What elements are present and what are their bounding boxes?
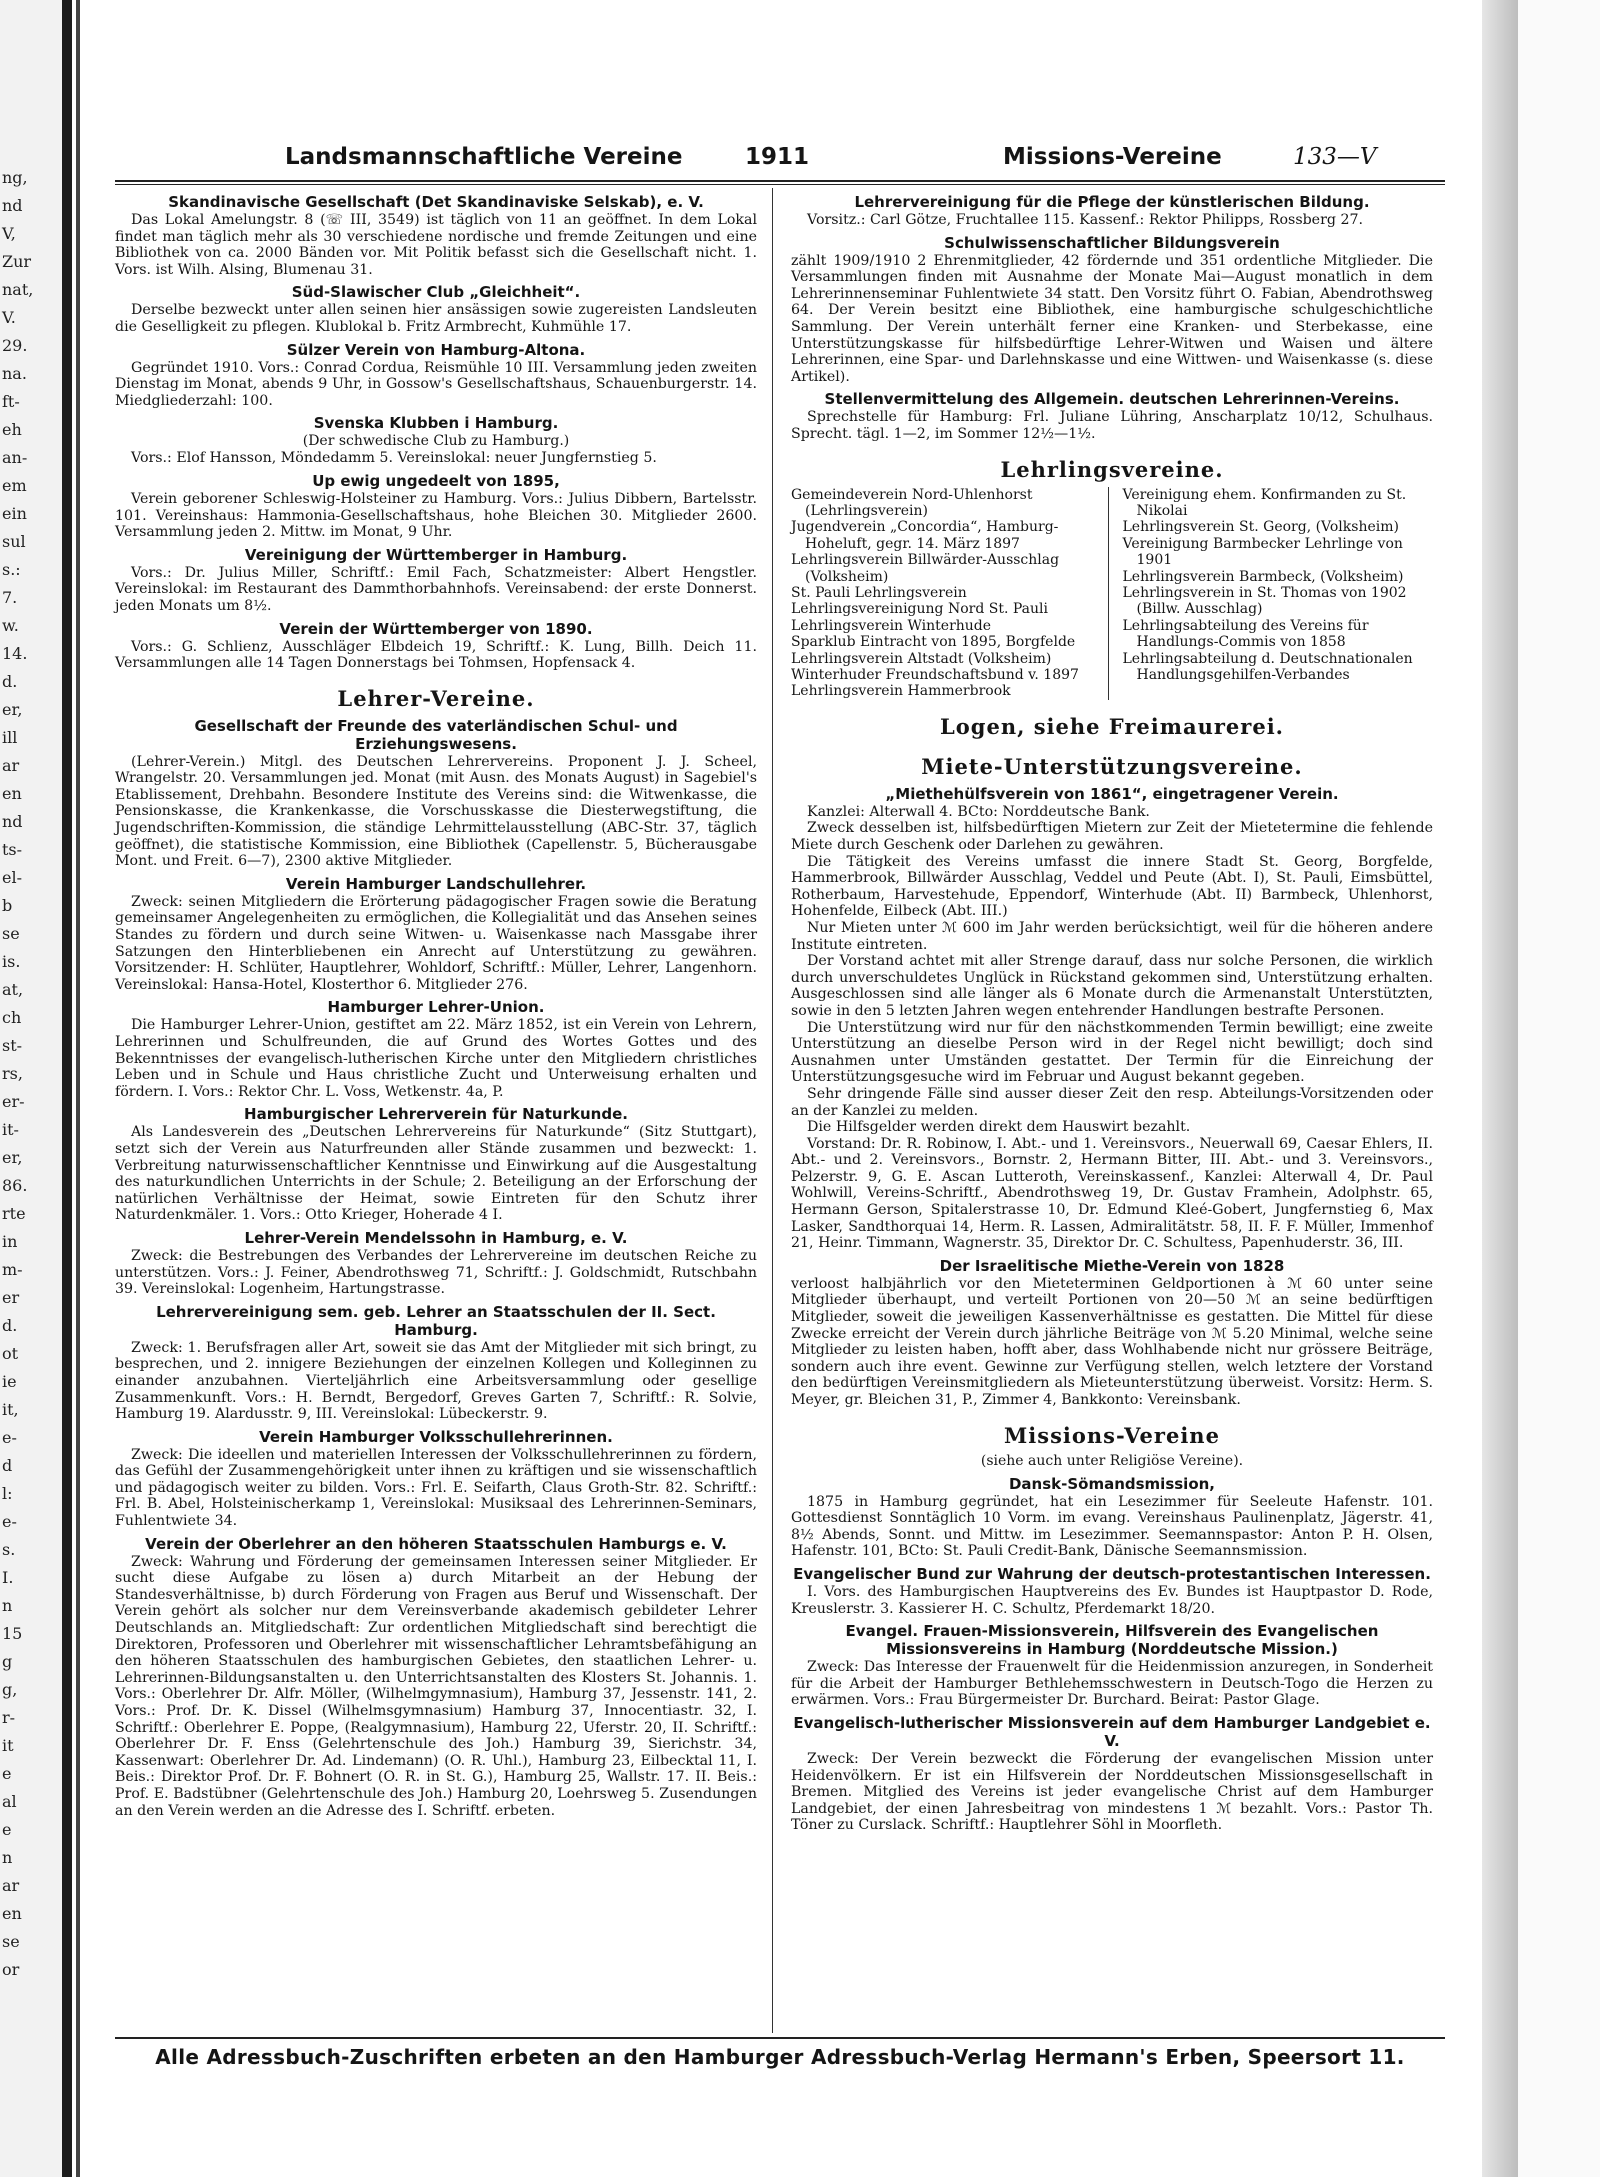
margin-fragment: is. [2, 952, 21, 971]
entry-title: Süd-Slawischer Club „Gleichheit“. [291, 283, 581, 302]
margin-fragment: m- [2, 1260, 23, 1279]
list-item: Lehrlingsabteilung des Vereins für Handlungs-Commis von 1858 [1122, 617, 1369, 651]
entry-text: Verein geborener Schleswig-Holsteiner zu Hamburg. Vors.: Julius Dibbern, Bartelsstr. 101. Vereinshaus: Hammonia-Gesellschaftshaus, hohe Bleichen 30. Mitglieder 2600. Versammlung jeden 2. Mittw. im Monat, 9 Uhr. [115, 490, 757, 541]
margin-fragment: an- [2, 448, 28, 467]
margin-fragment: en [2, 784, 22, 803]
entry-text: Zweck desselben ist, hilfsbedürftigen Mietern zur Zeit der Mietetermine die fehlende Miete durch Geschenk oder Darlehen zu gewähren. [791, 820, 1433, 853]
list-item: Sparklub Eintracht von 1895, Borgfelde [791, 634, 1076, 651]
list-item: Lehrlingsvereinigung Nord St. Pauli [791, 601, 1048, 618]
margin-fragment: ts- [2, 840, 23, 859]
running-head-right: Missions-Vereine [1003, 144, 1222, 170]
margin-fragment: nd [2, 196, 23, 215]
entry-title: Sülzer Verein von Hamburg-Altona. [286, 340, 586, 359]
entry-title: Lehrervereinigung für die Pflege der künstlerischen Bildung. [854, 193, 1370, 211]
scan-margin [1518, 0, 1600, 2177]
entry-text: Die Unterstützung wird nur für den nächstkommenden Termin bewilligt; eine zweite Unterstützung an dieselbe Person wird in der Regel nicht bewilligt; doch sind Ausnahmen unter Umständen gestattet. Der Termin für die Einreichung der Unterstützungsgesuche wird im Februar und August bekannt gegeben. [791, 1019, 1433, 1086]
entry-title: Dansk-Sömandsmission, [1008, 1474, 1216, 1493]
margin-fragment: Zur [2, 252, 32, 271]
entry-title: Verein der Oberlehrer an den höheren Staatsschulen Hamburgs e. V. [145, 1534, 727, 1553]
section-heading: Lehrlingsvereine. [1000, 456, 1224, 482]
entry-subtitle: (Der schwedische Club zu Hamburg.) [302, 433, 570, 450]
entry-text: Zweck: Die ideellen und materiellen Interessen der Volksschullehrerinnen zu fördern, das Gefühl der Zusammengehörigkeit unter ihnen zu kräftigen und sie wissenschaftlich und pädagogisch weiter zu bilden. Vors.: Frl. E. Seifarth, Claus Groth-Str. 82. Schriftf.: Frl. B. Abel, Holsteinischerkamp 1, Vereinslokal: Musiksaal des Lehrerinnen-Seminars, Fuhlentwiete 34. [115, 1446, 757, 1530]
entry-title: Lehrer-Verein Mendelssohn in Hamburg, e. V. [244, 1228, 628, 1247]
entry-title: Lehrervereinigung sem. geb. Lehrer an Staatsschulen der II. Sect. Hamburg. [156, 1302, 716, 1339]
entry-subtitle: (siehe auch unter Religiöse Vereine). [980, 1452, 1244, 1469]
entry-text: Vors.: Dr. Julius Miller, Schriftf.: Emil Fach, Schatzmeister: Albert Hengstler. Vereinslokal: im Restaurant des Dammthorbahnhofs. Vereinsabend: der erste Donnerst. jeden Monats um 8½. [115, 564, 757, 614]
margin-fragment: e- [2, 1512, 17, 1531]
margin-fragment: ar [2, 1876, 20, 1895]
entry-title: Stellenvermittelung des Allgemein. deutschen Lehrerinnen-Vereins. [824, 390, 1400, 409]
margin-fragment: e- [2, 1428, 17, 1447]
margin-fragment: se [2, 924, 20, 943]
entry-title: Skandinavische Gesellschaft (Det Skandinaviske Selskab), e. V. [168, 193, 704, 211]
margin-fragment: V, [2, 224, 16, 243]
margin-fragment: 86. [2, 1176, 28, 1195]
margin-fragment: d. [2, 672, 18, 691]
binding-shadow [62, 0, 72, 2177]
margin-fragment: ar [2, 756, 20, 775]
margin-fragment: en [2, 1904, 22, 1923]
entry-title: Vereinigung der Württemberger in Hamburg. [244, 545, 628, 564]
entry-text: Der Vorstand achtet mit aller Strenge darauf, dass nur solche Personen, die wirklich durch unverschuldetes Unglück in Rückstand gekommen sind, Unterstützung erhalten. Ausgeschlossen sind alle länger als 6 Monate durch die Armenanstalt Unterstützten, sowie in den 5 letzten Jahren wegen entehrender Handlungen bestrafte Personen. [791, 953, 1433, 1019]
entry-text: 1875 in Hamburg gegründet, hat ein Lesezimmer für Seeleute Hafenstr. 101. Gottesdienst Sonntäglich 10 Vorm. im evang. Vereinshaus Paulinenplatz, Jägerstr. 41, 8½ Abends, Sonnt. und Mittw. im Lesezimmer. Seemannspastor: Anton P. H. Olsen, Hafenstr. 101, BCto: St. Pauli Credit-Bank, Dänische Seemannsmission. [791, 1493, 1433, 1560]
entry-title: „Miethehülfsverein von 1861“, eingetragener Verein. [885, 784, 1339, 803]
entry-title: Hamburgischer Lehrerverein für Naturkunde. [244, 1105, 628, 1124]
entry-text: (Lehrer-Verein.) Mitgl. des Deutschen Lehrervereins. Proponent J. J. Scheel, Wrangelstr. 20. Versammlungen jed. Monat (mit Ausn. des Monats August) in Sagebiel's Etablissement, Drehbahn. Besondere Institute des Vereins sind: die Witwenkasse, die Pensionskasse, die Krankenkasse, die Vorschusskasse die Diesterwegstiftung, die Jugendschriften-Kommission, die ständige Lehrmittelausstellung (ABC-Str. 37, täglich geöffnet), die statistische Kommission, eine Bibliothek (Capellenstr. 5, Bücherausgabe Mont. und Freit. 6—7), 2300 aktive Mitglieder. [115, 753, 757, 870]
entry-text: Zweck: 1. Berufsfragen aller Art, soweit sie das Amt der Mitglieder mit sich bringt, zu besprechen, und 2. innigere Beziehungen der einzelnen Kollegen und Kolleginnen zu einander anzubahnen. Vierteljährlich eine Arbeitsversammlung oder gesellige Zusammenkunft. Vors.: H. Berndt, Bergedorf, Greves Garten 7, Schriftf.: R. Solvie, Hamburg 19. Alardusstr. 9, III. Vereinslokal: Lübeckerstr. 9. [115, 1339, 757, 1423]
entry-text: Vors.: Elof Hansson, Möndedamm 5. Vereinslokal: neuer Jungfernstieg 5. [131, 450, 657, 467]
margin-fragment: in [2, 1232, 18, 1251]
margin-fragment: g, [2, 1680, 18, 1699]
margin-fragment: r- [2, 1708, 16, 1727]
section-heading: Missions-Vereine [1004, 1422, 1220, 1448]
margin-fragment: e [2, 1820, 12, 1839]
margin-fragment: nat, [2, 280, 34, 299]
margin-fragment: ft- [2, 392, 20, 411]
list-item: Lehrlingsverein Billwärder-Ausschlag (Volksheim) [791, 552, 1060, 585]
right-column [791, 188, 1433, 1834]
lehrlingsvereine-list [791, 487, 1433, 700]
margin-fragment: ot [2, 1344, 19, 1363]
margin-fragment: em [2, 476, 27, 495]
margin-fragment: n [2, 1848, 13, 1867]
entry-text: Sprechstelle für Hamburg: Frl. Juliane Lühring, Anscharplatz 10/12, Schulhaus. Sprecht. tägl. 1—2, im Sommer 12½—1½. [791, 409, 1433, 442]
margin-fragment: s. [2, 1540, 16, 1559]
margin-fragment: 15 [2, 1624, 23, 1643]
list-item: Lehrlingsverein Altstadt (Volksheim) [791, 650, 1052, 667]
margin-fragment: el- [2, 868, 22, 887]
margin-fragment: I. [2, 1568, 14, 1587]
entry-text: Die Hilfsgelder werden direkt dem Hauswirt bezahlt. [807, 1119, 1191, 1136]
margin-fragment: ein [2, 504, 27, 523]
margin-fragment: st- [2, 1036, 23, 1055]
margin-fragment: ng, [2, 168, 28, 187]
margin-fragment: 7. [2, 588, 18, 607]
margin-fragment: d. [2, 1316, 18, 1335]
margin-fragment: it, [2, 1400, 19, 1419]
margin-fragment: 29. [2, 336, 28, 355]
left-column [115, 188, 757, 1819]
list-item: Lehrlingsverein in St. Thomas von 1902 (Billw. Ausschlag) [1122, 584, 1407, 618]
footer-rule [115, 2037, 1445, 2039]
margin-fragment: 14. [2, 644, 28, 663]
binding-shadow-inner [76, 0, 80, 2177]
entry-title: Evangelisch-lutherischer Missionsverein auf dem Hamburger Landgebiet e. V. [793, 1713, 1431, 1750]
entry-title: Verein der Württemberger von 1890. [279, 619, 593, 638]
margin-fragment: d [2, 1456, 13, 1475]
margin-fragment: er, [2, 1148, 23, 1167]
entry-text: Zweck: Der Verein bezweckt die Förderung der evangelischen Mission unter Heidenvölkern. Er ist ein Hilfsverein der Norddeutschen Missionsgesellschaft in Bremen. Mitglied des Vereins ist jeder evangelische Christ auf dem Hamburger Landgebiet, der einen Jahresbeitrag von mindestens 1 ℳ bezahlt. Vors.: Pastor Th. Töner zu Curslack. Schriftf.: Hauptlehrer Söhl in Moorfleth. [791, 1750, 1433, 1834]
margin-fragment: sul [2, 532, 26, 551]
entry-text: Sehr dringende Fälle sind ausser dieser Zeit den resp. Abteilungs-Vorsitzenden oder an der Kanzlei zu melden. [791, 1085, 1433, 1119]
margin-fragment: at, [2, 980, 24, 999]
entry-title: Schulwissenschaftlicher Bildungsverein [944, 233, 1280, 252]
margin-fragment: w. [2, 616, 19, 635]
margin-fragment: g [2, 1652, 13, 1671]
entry-title: Up ewig ungedeelt von 1895, [312, 471, 560, 490]
entry-title: Der Israelitische Miethe-Verein von 1828 [939, 1256, 1285, 1275]
margin-fragment: er [2, 1288, 20, 1307]
margin-fragment: or [2, 1960, 20, 1979]
margin-fragment: s.: [2, 560, 21, 579]
entry-text: Als Landesverein des „Deutschen Lehrervereins für Naturkunde“ (Sitz Stuttgart), setzt sich der Verein aus Naturfreunden aller Stände zusammen und bezweckt: 1. Verbreitung naturwissenschaftlicher Kenntnisse und Einwirkung auf die Ausgestaltung des naturkundlichen Unterrichts in der Schule; 2. Beteiligung an der Erforschung der natürlichen Verhältnisse der Heimat, sowie Eintreten für den Schutz ihrer Naturdenkmäler. 1. Vors.: Otto Krieger, Hoherade 4 I. [115, 1124, 757, 1224]
page-number: 133—V [1293, 144, 1377, 170]
entry-text: I. Vors. des Hamburgischen Hauptvereins des Ev. Bundes ist Hauptpastor D. Rode, Kreuslerstr. 3. Kassierer H. C. Schultz, Pferdemarkt 18/20. [791, 1583, 1433, 1617]
running-head-left: Landsmannschaftliche Vereine [285, 144, 683, 170]
margin-fragment: V. [2, 308, 16, 327]
entry-title: Evangelischer Bund zur Wahrung der deutsch-protestantischen Interessen. [793, 1564, 1431, 1583]
list-item: Vereinigung Barmbecker Lehrlinge von 1901 [1122, 535, 1403, 569]
margin-fragment: it- [2, 1120, 19, 1139]
list-item: Winterhuder Freundschaftsbund v. 1897 [791, 667, 1079, 683]
list-item: Lehrlingsverein Winterhude [791, 617, 992, 634]
margin-fragment: rs, [2, 1064, 23, 1083]
column-divider [772, 188, 773, 2033]
entry-text: Die Hamburger Lehrer-Union, gestiftet am 22. März 1852, ist ein Verein von Lehrern, Lehrerinnen und Schulfreunden, die auf Grund des Wortes Gottes und des Bekenntnisses der evangelisch-lutherischen Kirche unter den Mitgliedern christliches Leben und in Schule und Haus christliche Zucht und Unterweisung erhalten und fördern. I. Vors.: Rektor Chr. L. Voss, Wetkenstr. 4a, P. [115, 1017, 757, 1100]
list-item: Vereinigung ehem. Konfirmanden zu St. Nikolai [1122, 486, 1407, 519]
list-item: Lehrlingsverein Hammerbrook [791, 683, 1011, 700]
running-head-year: 1911 [745, 144, 810, 170]
entry-text: Gegründet 1910. Vors.: Conrad Cordua, Reismühle 10 III. Versammlung jeden zweiten Dienstag im Monat, abends 9 Uhr, in Gossow's Gesellschaftshaus, Schauenburgerstr. 14. Miedgliederzahl: 100. [115, 359, 757, 409]
right-column-bottom [791, 714, 1433, 1834]
entry-text: Zweck: Das Interesse der Frauenwelt für die Heidenmission anzuregen, in Sonderheit für die Arbeit der Hamburger Bethlehemsschwestern in Deutsch-Togo die Herzen zu erwärmen. Vors.: Frau Bürgermeister Dr. Burchard. Beirat: Pastor Glage. [791, 1659, 1433, 1709]
entry-text: verloost halbjährlich vor den Mieteterminen Geldportionen à ℳ 60 unter seine Mitglieder überhaupt, und verteilt Portionen von 20—50 ℳ an seine bedürftigen Mitglieder, soweit die jeweiligen Kassenverhältnisse es gestatten. Die Mittel für diese Zwecke erreicht der Verein durch jährliche Beiträge von ℳ 5.20 Minimal, welche seine Mitglieder zu leisten haben, hofft aber, dass Wohlhabende nicht nur grössere Beiträge, sondern auch ihre event. Gewinne zur Verfügung stellen, welch letztere der Vorstand den bedürftigen Vereinsmitgliedern als Mieteunterstützung überweist. Vorsitz: Herm. S. Meyer, gr. Bleichen 31, P., Zimmer 4, Bankkonto: Vereinsbank. [791, 1275, 1433, 1408]
entry-text: Das Lokal Amelungstr. 8 (☏ III, 3549) ist täglich von 11 an geöffnet. In dem Lokal findet man täglich mehr als 30 verschiedene nordische und fremde Zeitungen und eine Bibliothek von ca. 2000 Bänden vor. Mit Politik befasst sich die Gesellschaft nicht. 1. Vors. ist Wilh. Alsing, Blumenau 31. [115, 212, 757, 278]
entry-title: Gesellschaft der Freunde des vaterländischen Schul- und Erziehungswesens. [194, 716, 678, 753]
margin-fragment: se [2, 1932, 20, 1951]
margin-fragment: eh [2, 420, 22, 439]
entry-text: zählt 1909/1910 2 Ehrenmitglieder, 42 fördernde und 351 ordentliche Mitglieder. Die Versammlungen finden mit Ausnahme der Monate Mai—August monatlich in dem Lehrerinnenseminar Fuhlentwiete 34 statt. Den Vorsitz führt O. Fabian, Abendrothsweg 64. Der Verein besitzt eine Bibliothek, eine hamburgische schulgeschichtliche Sammlung. Der Verein unterhält ferner eine Kranken- und Sterbekasse, eine Unterstützungskasse für hilfsbedürftige Lehrer-Witwen und Waisen und ältere Lehrerinnen, eine Spar- und Darlehnskasse und eine Wittwen- und Waisenkasse (s. diese Artikel). [791, 252, 1433, 385]
margin-fragment: nd [2, 812, 23, 831]
entry-text: Zweck: seinen Mitgliedern die Erörterung pädagogischer Fragen sowie die Beratung gemeinsamer Angelegenheiten zu ermöglichen, die Kollegialität und das Ansehen seines Standes zu fördern und durch seine Witwen- u. Waisenkasse nach Massgabe ihrer Satzungen den Hinterbliebenen ein Anrecht auf Unterstützung zu gewähren. Vorsitzender: H. Schlüter, Hauptlehrer, Wohldorf, Schriftf.: Müller, Lehrer, Langenhorn. Vereinslokal: Hansa-Hotel, Klosterthor 6. Mitglieder 276. [115, 893, 757, 993]
adjacent-page-strip [0, 0, 63, 2177]
entry-text: Zweck: Wahrung und Förderung der gemeinsamen Interessen seiner Mitglieder. Er sucht diese Aufgabe zu lösen a) durch Mitarbeit an der Hebung der Standesverhältnisse, b) durch Förderung von Fragen aus Beruf und Wissenschaft. Der Verein gehört als solcher nur dem Vereinsverbande akademisch gebildeter Lehrer Deutschlands an. Mitgliedschaft: Zur ordentlichen Mitgliedschaft sind berechtigt die Direktoren, Professoren und Oberlehrer mit wissenschaftlicher Lehramtsbefähigung an den höheren Staatsschulen des hamburgischen Gebietes, den staatlichen Lehrer- u. Lehrerinnen-Bildungsanstalten u. den Unterrichtsanstalten des Klosters St. Johannis. 1. Vors.: Oberlehrer Dr. Alfr. Möller, (Wilhelmgymnasium), Hamburg 37, Jessenstr. 141, 2. Vors.: Prof. Dr. K. Dissel (Wilhelmsgymnasium) Hamburg 37, Innocentiastr. 32, I. Schriftf.: Oberlehrer E. Poppe, (Realgymnasium), Hamburg 22, Uferstr. 20, II. Schriftf.: Oberlehrer Dr. F. Enss (Gelehrtenschule des Joh.) Hamburg 39, Sierichstr. 34, Kassenwart: Oberlehrer Dr. Ad. Lindemann) (O. R. Uhl.), Hamburg 23, Eilbecktal 11, I. Beis.: Direktor Prof. Dr. F. Bohnert (O. R. in St. G.), Hamburg 25, Wallstr. 17. II. Beis.: Prof. E. Badstübner (Gelehrtenschule des Joh.) Hamburg 20, Loehrsweg 5. Zusendungen an den Verein werden an die Adresse des I. Schriftf. erbeten. [115, 1553, 757, 1819]
list-item: Jugendverein „Concordia“, Hamburg-Hoheluft, gegr. 14. März 1897 [791, 519, 1059, 552]
lehrlings-right-list [1123, 487, 1434, 700]
margin-fragment: ch [2, 1008, 22, 1027]
entry-text: Vorsitz.: Carl Götze, Fruchtallee 115. Kassenf.: Rektor Philipps, Rossberg 27. [807, 212, 1364, 228]
entry-title: Hamburger Lehrer-Union. [327, 998, 545, 1017]
entry-title: Evangel. Frauen-Missionsverein, Hilfsverein des Evangelischen Missionsvereins in Hamburg (Norddeutsche Mission.) [845, 1622, 1379, 1659]
margin-fragment: er- [2, 1092, 25, 1111]
entry-text: Vorstand: Dr. R. Robinow, I. Abt.- und 1. Vereinsvors., Neuerwall 69, Caesar Ehlers, II. Abt.- und 2. Vereinsvors., Bornstr. 2, Hermann Bitter, III. Abt.- und 3. Vereinsvors., Pelzerstr. 9, G. E. Ascan Lutteroth, Vereinskassenf., Kanzlei: Alterwall 4, Dr. Paul Wohlwill, Vereins-Schriftf., Abendrothsweg 19, Dr. Gustav Framhein, Adolphstr. 65, Hermann Gerson, Spitalerstrasse 10, Dr. Edmund Kleé-Gobert, Jungfernstieg 6, Max Lasker, Sandthorquai 14, Herm. R. Lassen, Admiralitätstr. 58, II. F. F. Müller, Immenhof 21, Heinr. Timmann, Wagnerstr. 35, Direktor Dr. C. Schultess, Papenhuderstr. 36, III. [791, 1135, 1433, 1252]
entry-title: Verein Hamburger Volksschullehrerinnen. [259, 1427, 613, 1446]
list-item: Lehrlingsabteilung d. Deutschnationalen Handlungsgehilfen-Verbandes [1122, 650, 1413, 683]
margin-fragment: b [2, 896, 13, 915]
margin-fragment: it [2, 1736, 14, 1755]
section-heading: Miete-Unterstützungsvereine. [921, 753, 1303, 779]
margin-fragment: ie [2, 1372, 17, 1391]
entry-title: Svenska Klubben i Hamburg. [313, 414, 559, 433]
entry-text: Kanzlei: Alterwall 4. BCto: Norddeutsche Bank. [807, 803, 1150, 820]
right-column-top [791, 193, 1433, 483]
margin-fragment: al [2, 1792, 17, 1811]
margin-fragment: er, [2, 700, 23, 719]
list-item: Lehrlingsverein St. Georg, (Volksheim) [1122, 519, 1399, 536]
margin-fragment: n [2, 1596, 13, 1615]
list-item: Gemeindeverein Nord-Uhlenhorst (Lehrlingsverein) [791, 486, 1033, 519]
margin-fragment: rte [2, 1204, 26, 1223]
footer-notice: Alle Adressbuch-Zuschriften erbeten an den Hamburger Adressbuch-Verlag Hermann's Erben, Speersort 11. [155, 2045, 1405, 2069]
entry-text: Nur Mieten unter ℳ 600 im Jahr werden berücksichtigt, weil für die höheren andere Institute eintreten. [791, 919, 1433, 953]
lehrlings-left-list [791, 487, 1109, 700]
entry-text: Derselbe bezweckt unter allen seinen hier ansässigen sowie zugereisten Landsleuten die Geselligkeit zu pflegen. Klublokal b. Fritz Armbrecht, Kuhmühle 17. [115, 302, 757, 335]
header-rule [115, 180, 1445, 182]
page-edge-shadow [1482, 0, 1518, 2177]
margin-fragment: ill [2, 728, 18, 747]
header-rule-thin [115, 184, 1445, 185]
entry-text: Die Tätigkeit des Vereins umfasst die innere Stadt St. Georg, Borgfelde, Hammerbrook, Billwärder Ausschlag, Veddel und Peute (Abt. I), St. Pauli, Eimsbüttel, Rotherbaum, Harvestehude, Eppendorf, Winterhude (Abt. II) Barmbeck, Uhlenhorst, Hohenfelde, Eilbeck (Abt. III.) [791, 853, 1433, 920]
section-heading: Logen, siehe Freimaurerei. [940, 713, 1284, 739]
section-heading: Lehrer-Vereine. [337, 685, 535, 711]
margin-fragment: na. [2, 364, 27, 383]
margin-fragment: e [2, 1764, 12, 1783]
entry-title: Verein Hamburger Landschullehrer. [285, 874, 587, 893]
entry-text: Zweck: die Bestrebungen des Verbandes der Lehrervereine im deutschen Reiche zu unterstützen. Vors.: J. Feiner, Abendrothsweg 71, Schriftf.: J. Goldschmidt, Rutschbahn 39. Vereinslokal: Logenheim, Hartungstrasse. [115, 1247, 757, 1298]
list-item: St. Pauli Lehrlingsverein [791, 584, 967, 601]
margin-fragment: l: [2, 1484, 13, 1503]
entry-text: Vors.: G. Schlienz, Ausschläger Elbdeich 19, Schriftf.: K. Lung, Billh. Deich 11. Versammlungen alle 14 Tagen Donnerstags bei Tohmsen, Hopfensack 4. [115, 638, 757, 672]
list-item: Lehrlingsverein Barmbeck, (Volksheim) [1122, 568, 1404, 585]
